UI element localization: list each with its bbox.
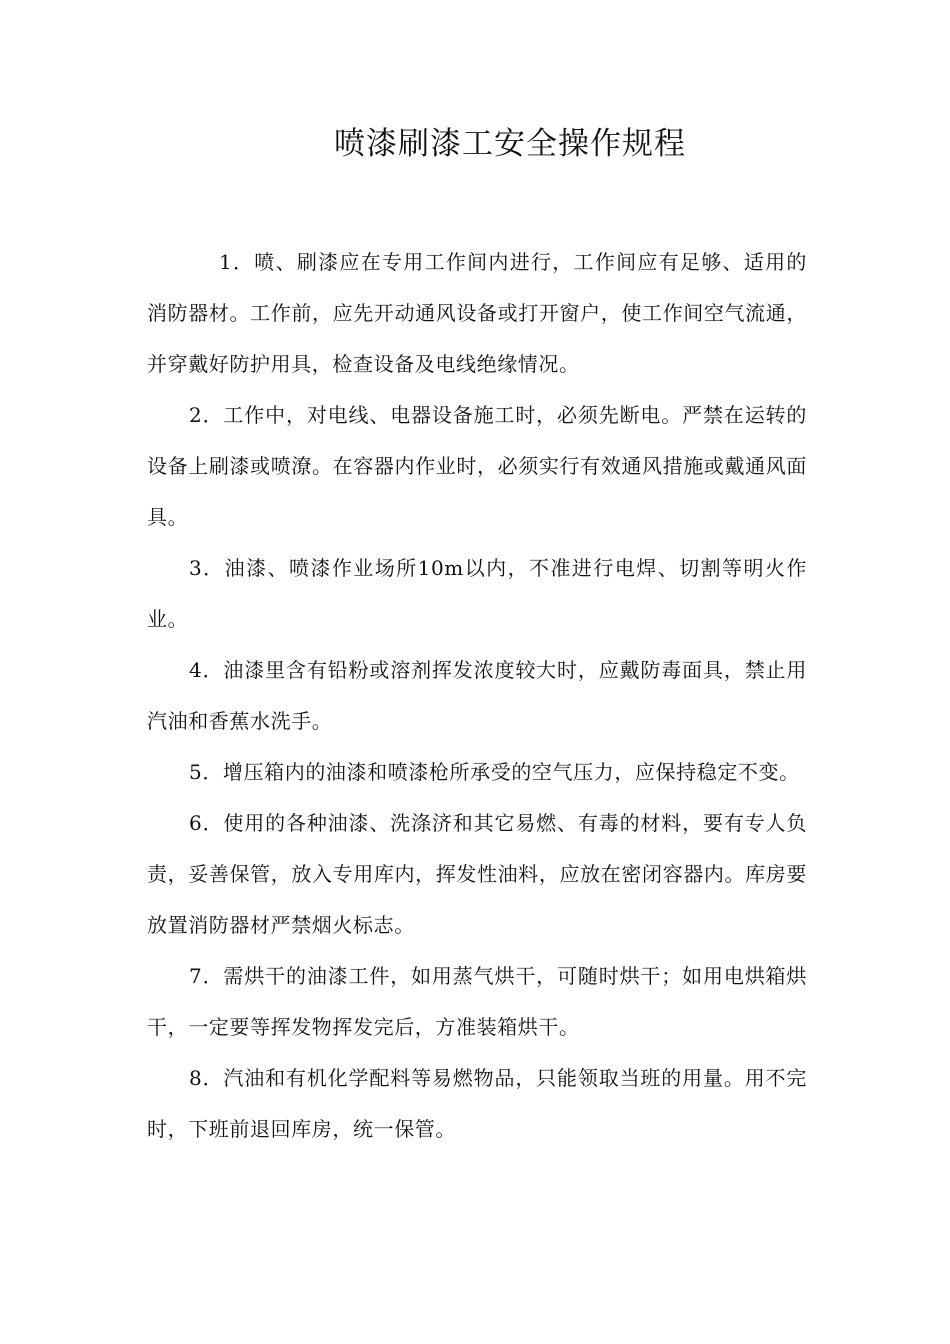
paragraph-1: 1．喷、刷漆应在专用工作间内进行，工作间应有足够、适用的消防器材。工作前，应先开动通风设备或打开窗户，使工作间空气流通，并穿戴好防护用具，检查设备及电线绝缘情况。 (147, 250, 807, 376)
paragraph-3: 3．油漆、喷漆作业场所10m以内，不准进行电焊、切割等明火作业。 (147, 556, 807, 631)
paragraph-8: 8．汽油和有机化学配料等易燃物品，只能领取当班的用量。用不完时，下班前退回库房，统一保管。 (147, 1066, 807, 1141)
paragraph-4: 4．油漆里含有铅粉或溶剂挥发浓度较大时，应戴防毒面具，禁止用汽油和香蕉水洗手。 (147, 658, 807, 733)
document-title: 喷漆刷漆工安全操作规程 (334, 126, 686, 162)
document-body (147, 237, 807, 1155)
paragraph-6: 6．使用的各种油漆、洗涤济和其它易燃、有毒的材料，要有专人负责，妥善保管，放入专用库内，挥发性油料，应放在密闭容器内。库房要放置消防器材严禁烟火标志。 (147, 811, 807, 937)
paragraph-7: 7．需烘干的油漆工件，如用蒸气烘干，可随时烘干；如用电烘箱烘干，一定要等挥发物挥发完后，方准装箱烘干。 (147, 964, 807, 1039)
paragraph-5: 5．增压箱内的油漆和喷漆枪所承受的空气压力，应保持稳定不变。 (189, 760, 800, 784)
paragraph-2: 2．工作中，对电线、电器设备施工时，必须先断电。严禁在运转的设备上刷漆或喷潦。在容器内作业时，必须实行有效通风措施或戴通风面具。 (147, 403, 807, 529)
